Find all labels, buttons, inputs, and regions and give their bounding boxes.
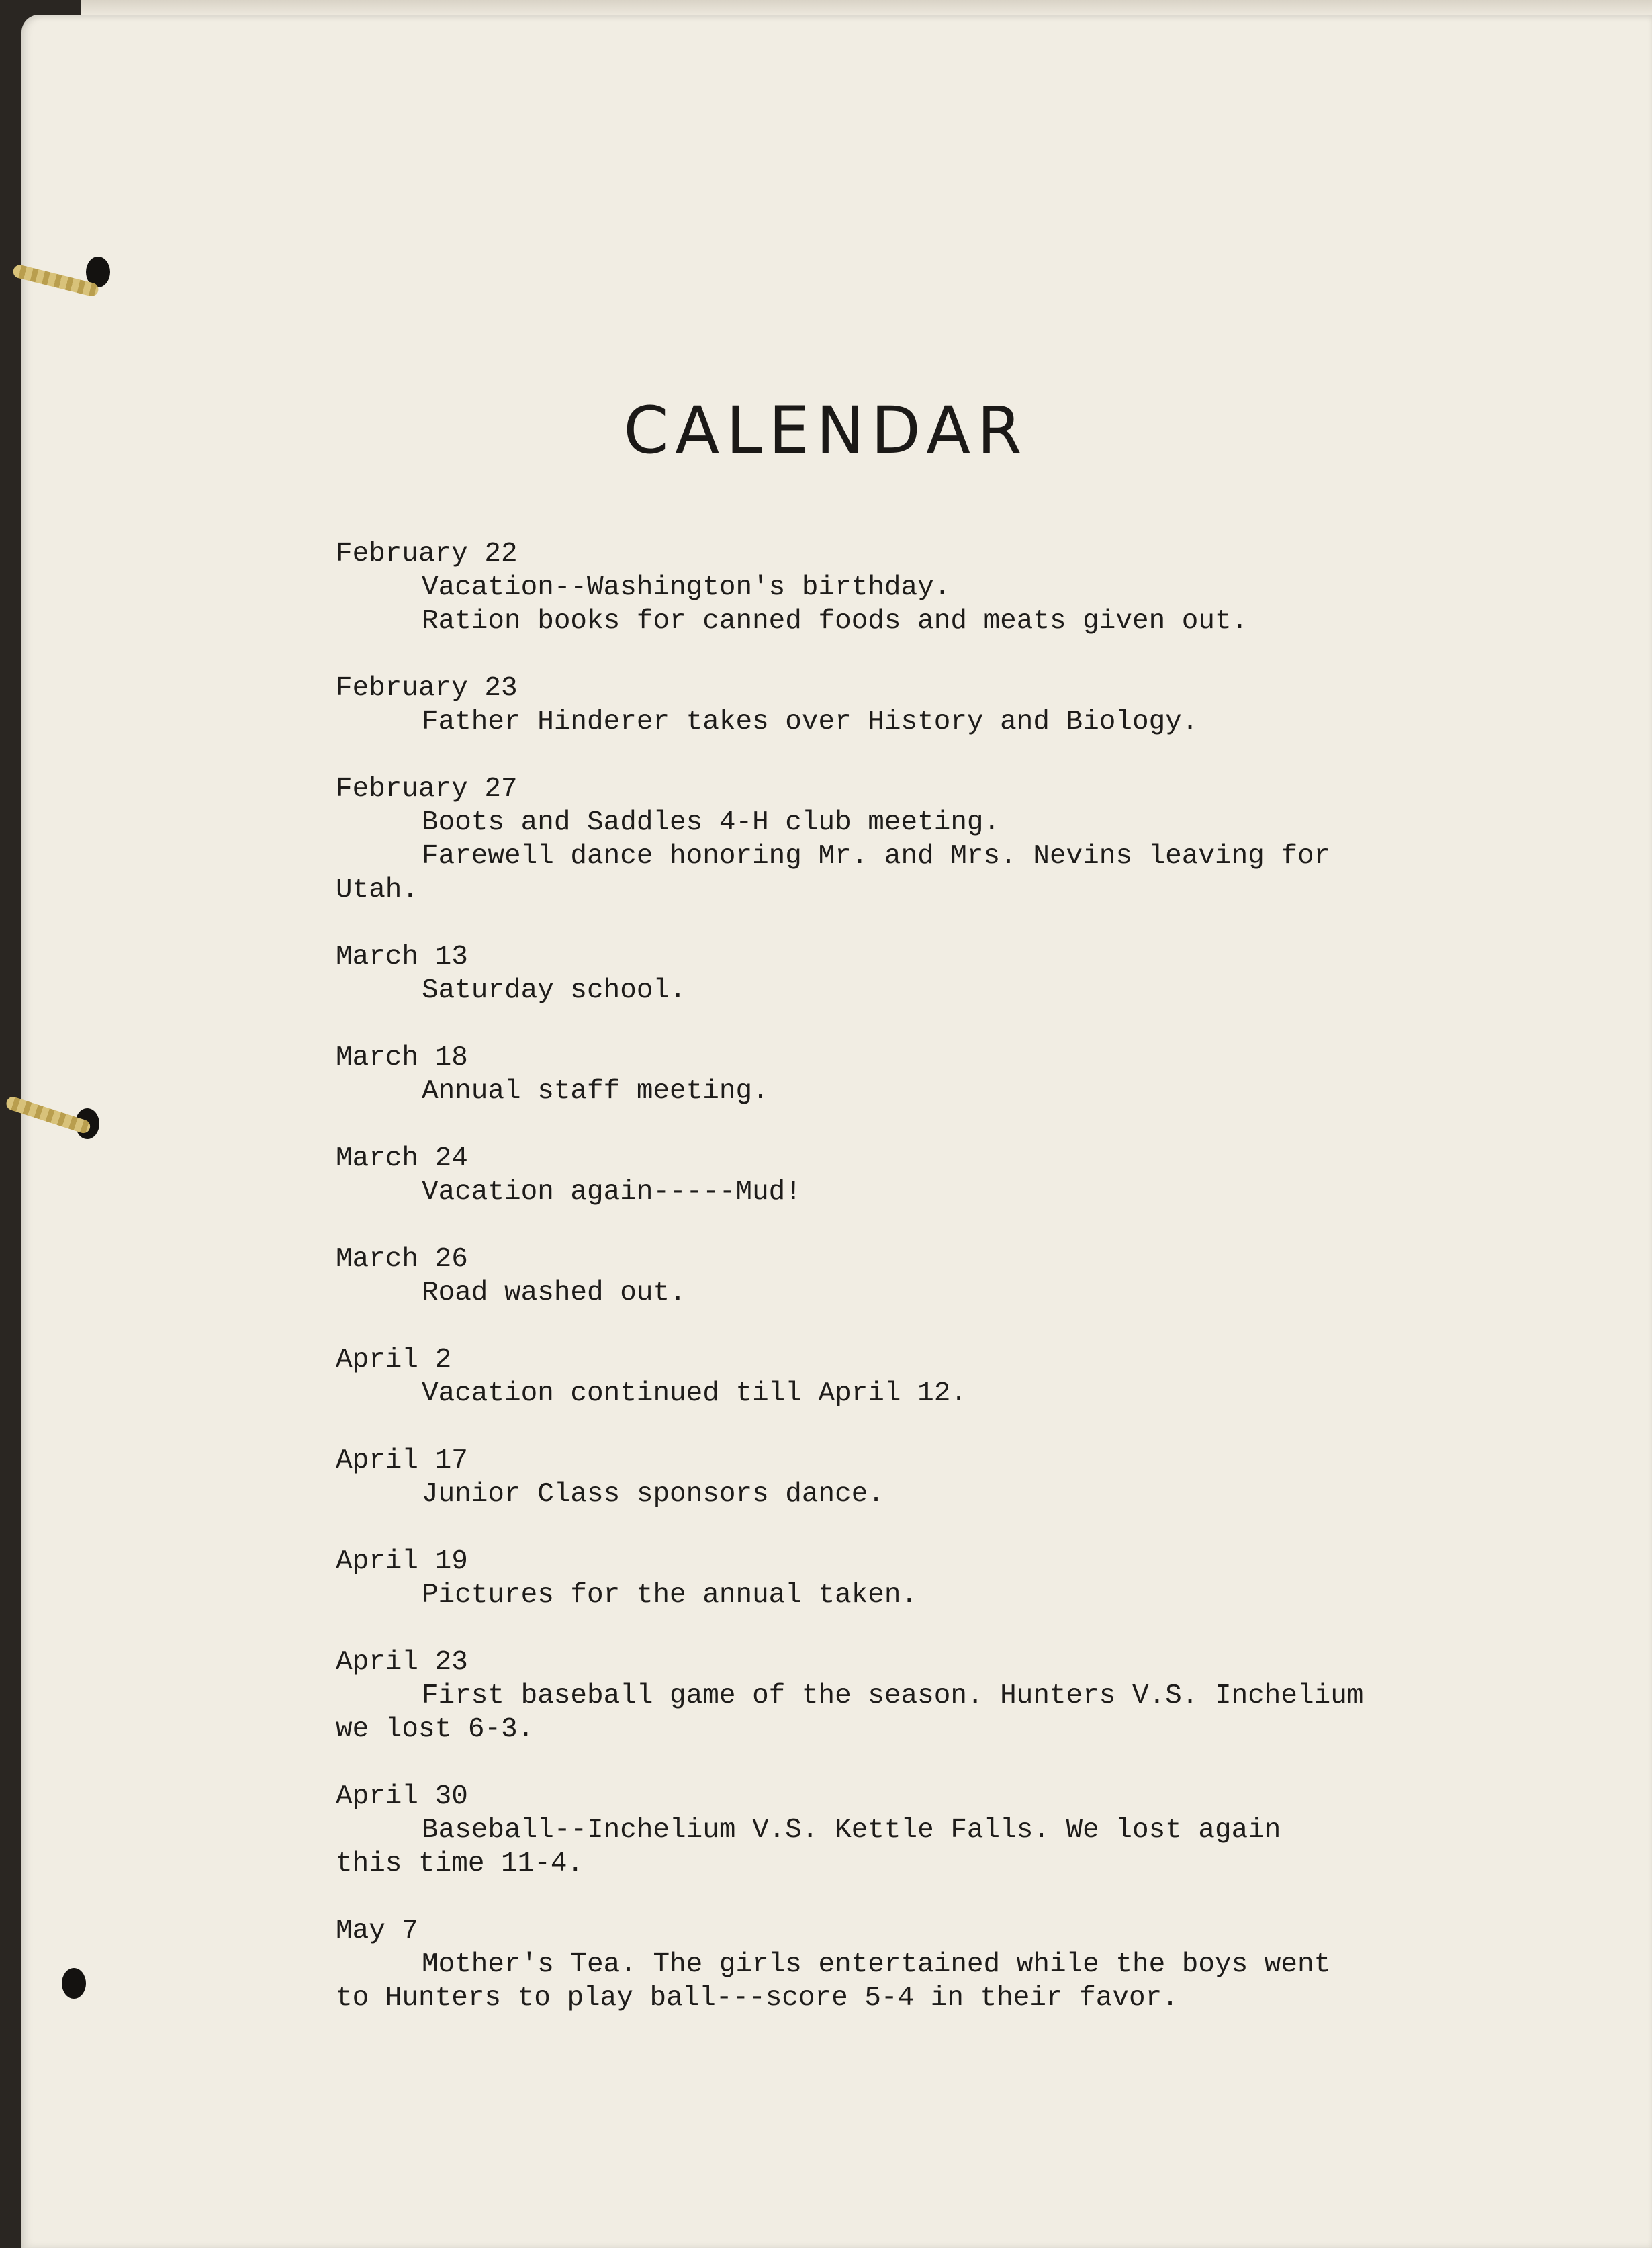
calendar-entry xyxy=(336,772,1491,907)
calendar-entry xyxy=(336,1545,1491,1612)
entry-text: First baseball game of the season. Hunters V.S. Inchelium xyxy=(422,1680,1364,1711)
entry-date: April 19 xyxy=(336,1546,468,1577)
entry-date: February 23 xyxy=(336,673,518,704)
calendar-entry xyxy=(336,940,1491,1007)
entry-date: March 26 xyxy=(336,1244,468,1275)
entry-text: Vacation--Washington's birthday. xyxy=(422,572,951,603)
calendar-entry xyxy=(336,1142,1491,1209)
page-top-edge xyxy=(81,0,1652,15)
entry-date: April 23 xyxy=(336,1647,468,1678)
entry-text: Mother's Tea. The girls entertained while the boys went xyxy=(422,1949,1331,1980)
entry-text: Baseball--Inchelium V.S. Kettle Falls. We lost again xyxy=(422,1815,1281,1846)
entry-text-continuation: to Hunters to play ball---score 5-4 in their favor. xyxy=(336,1983,1179,2014)
entry-date: April 30 xyxy=(336,1781,468,1812)
calendar-entries xyxy=(336,537,1491,2049)
entry-date: March 18 xyxy=(336,1042,468,1073)
calendar-entry xyxy=(336,1780,1491,1881)
entry-text-continuation: we lost 6-3. xyxy=(336,1714,535,1745)
entry-date: April 2 xyxy=(336,1345,452,1376)
binding-hole-bottom xyxy=(62,1968,86,1999)
entry-text: Ration books for canned foods and meats given out. xyxy=(422,606,1248,637)
calendar-entry xyxy=(336,672,1491,739)
calendar-entry xyxy=(336,1646,1491,1746)
calendar-entry xyxy=(336,1914,1491,2015)
entry-date: February 22 xyxy=(336,539,518,570)
entry-text: Vacation again-----Mud! xyxy=(422,1177,802,1208)
entry-text: Saturday school. xyxy=(422,975,686,1006)
entry-text: Junior Class sponsors dance. xyxy=(422,1479,884,1510)
calendar-entry xyxy=(336,1444,1491,1511)
entry-date: February 27 xyxy=(336,774,518,805)
entry-text: Annual staff meeting. xyxy=(422,1076,769,1107)
entry-date: May 7 xyxy=(336,1916,419,1946)
entry-date: March 13 xyxy=(336,942,468,973)
entry-text-continuation: this time 11-4. xyxy=(336,1848,584,1879)
entry-text: Road washed out. xyxy=(422,1277,686,1308)
entry-text: Farewell dance honoring Mr. and Mrs. Nevins leaving for xyxy=(422,841,1331,872)
entry-date: March 24 xyxy=(336,1143,468,1174)
entry-date: April 17 xyxy=(336,1445,468,1476)
entry-text: Boots and Saddles 4-H club meeting. xyxy=(422,807,1001,838)
calendar-entry xyxy=(336,1343,1491,1410)
page-title: CALENDAR xyxy=(623,393,1029,468)
entry-text: Father Hinderer takes over History and Biology. xyxy=(422,707,1199,737)
entry-text: Vacation continued till April 12. xyxy=(422,1378,967,1409)
calendar-entry xyxy=(336,1041,1491,1108)
entry-text: Pictures for the annual taken. xyxy=(422,1580,918,1611)
calendar-entry xyxy=(336,537,1491,638)
calendar-entry xyxy=(336,1243,1491,1310)
entry-text-continuation: Utah. xyxy=(336,874,419,905)
